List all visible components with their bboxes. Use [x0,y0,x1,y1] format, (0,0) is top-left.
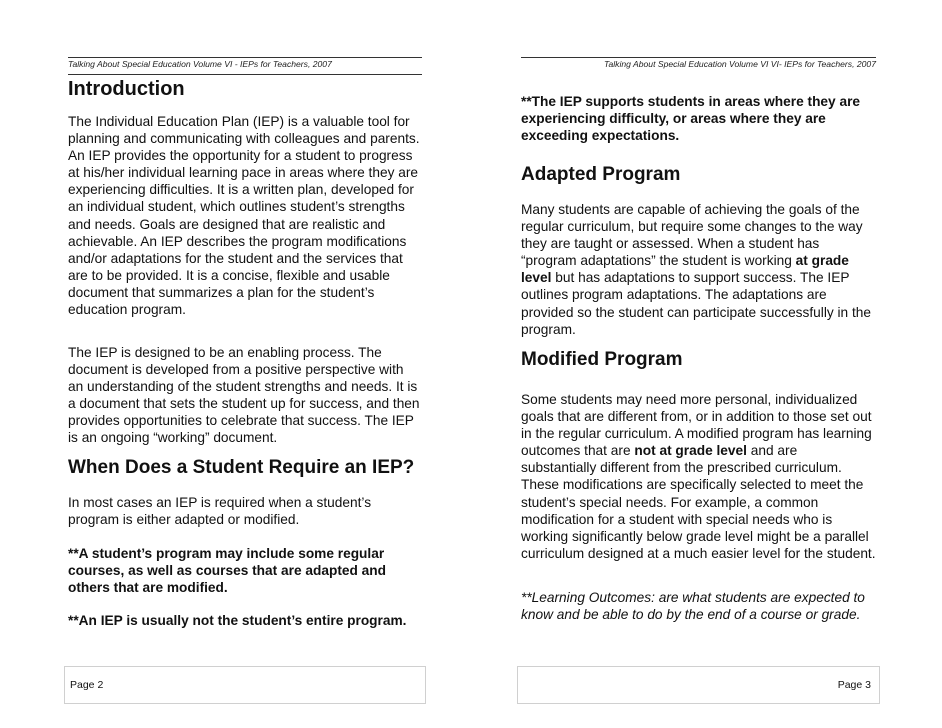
introduction-heading: Introduction [68,78,185,100]
page-number-left: Page 2 [70,679,104,691]
adapted-program-paragraph [521,201,876,338]
learning-outcomes-note-text: **Learning Outcomes: are what students are expected to know and be able to do by the end of a course or grade. [521,590,865,623]
adapted-text-part2: but has adaptations to support success. The IEP outlines program adaptations. The adaptations are provided so the student can participate successfully in the program. [521,270,871,337]
left-page [68,0,422,728]
when-iep-heading: When Does a Student Require an IEP? [68,457,415,478]
not-at-grade-level-emphasis: not at grade level [634,443,747,459]
modified-program-paragraph [521,391,876,562]
when-iep-paragraph [68,494,422,528]
left-page-footer [64,666,426,704]
at-grade-level-emphasis: at grade level [521,253,849,286]
adapted-text-part1: Many students are capable of achieving the goals of the regular curriculum, but require some changes to the way they are taught or assessed. When a student has “program adaptations” the student is working [521,202,863,269]
adapted-program-heading: Adapted Program [521,164,681,185]
adapted-program-text [521,201,876,338]
program-mix-note-text: **A student’s program may include some regular courses, as well as courses that are adapted and others that are modified. [68,546,386,596]
right-running-header: Talking About Special Education Volume VI VI- IEPs for Teachers, 2007 [521,57,876,74]
modified-program-text [521,391,876,562]
left-running-header: Talking About Special Education Volume VI - IEPs for Teachers, 2007 [68,57,422,75]
modified-program-heading: Modified Program [521,349,683,370]
intro-text: The Individual Education Plan (IEP) is a valuable tool for planning and communicating with colleagues and parents. An IEP provides the opportunity for a student to progress at his/her individual learning pace in areas where they are experiencing difficulties. It is a written plan, developed for an individual student, which outlines student’s strengths and needs. Goals are designed that are realistic and achievable. An IEP describes the program modifications and/or adaptations for the student and the services that are to be provided. It is a concise, flexible and usable document that summarizes a plan for the student’s education program. [68,114,420,318]
enabling-text: The IEP is designed to be an enabling process. The document is developed from a positive perspective with an understanding of the student strengths and needs. It is a document that sets the student up for success, and then provides opportunities to celebrate that success. The IEP is an ongoing “working” document. [68,345,420,446]
modified-text-part1: Some students may need more personal, individualized goals that are different from, or in addition to those set out in the regular curriculum. A modified program has learning outcomes that are [521,392,872,459]
right-page [521,0,876,728]
entire-program-note-text: **An IEP is usually not the student’s entire program. [68,613,407,628]
program-mix-note [68,545,422,596]
learning-outcomes-note [521,589,876,623]
introduction-paragraph [68,113,422,318]
page-number-right: Page 3 [837,679,871,691]
modified-text-part2: and are substantially different from the prescribed curriculum. These modifications are specifically selected to meet the student’s special needs. For example, a common modification for a student with special needs who is working significantly below grade level might be a parallel curriculum designed at a much easier level for the student. [521,443,876,561]
enabling-paragraph [68,344,422,447]
iep-supports-note [521,93,876,144]
right-page-footer [517,666,880,704]
when-iep-text: In most cases an IEP is required when a student’s program is either adapted or modified. [68,495,372,528]
entire-program-note [68,612,422,629]
iep-supports-note-text: **The IEP supports students in areas where they are experiencing difficulty, or areas where they are exceeding expectations. [521,94,861,144]
